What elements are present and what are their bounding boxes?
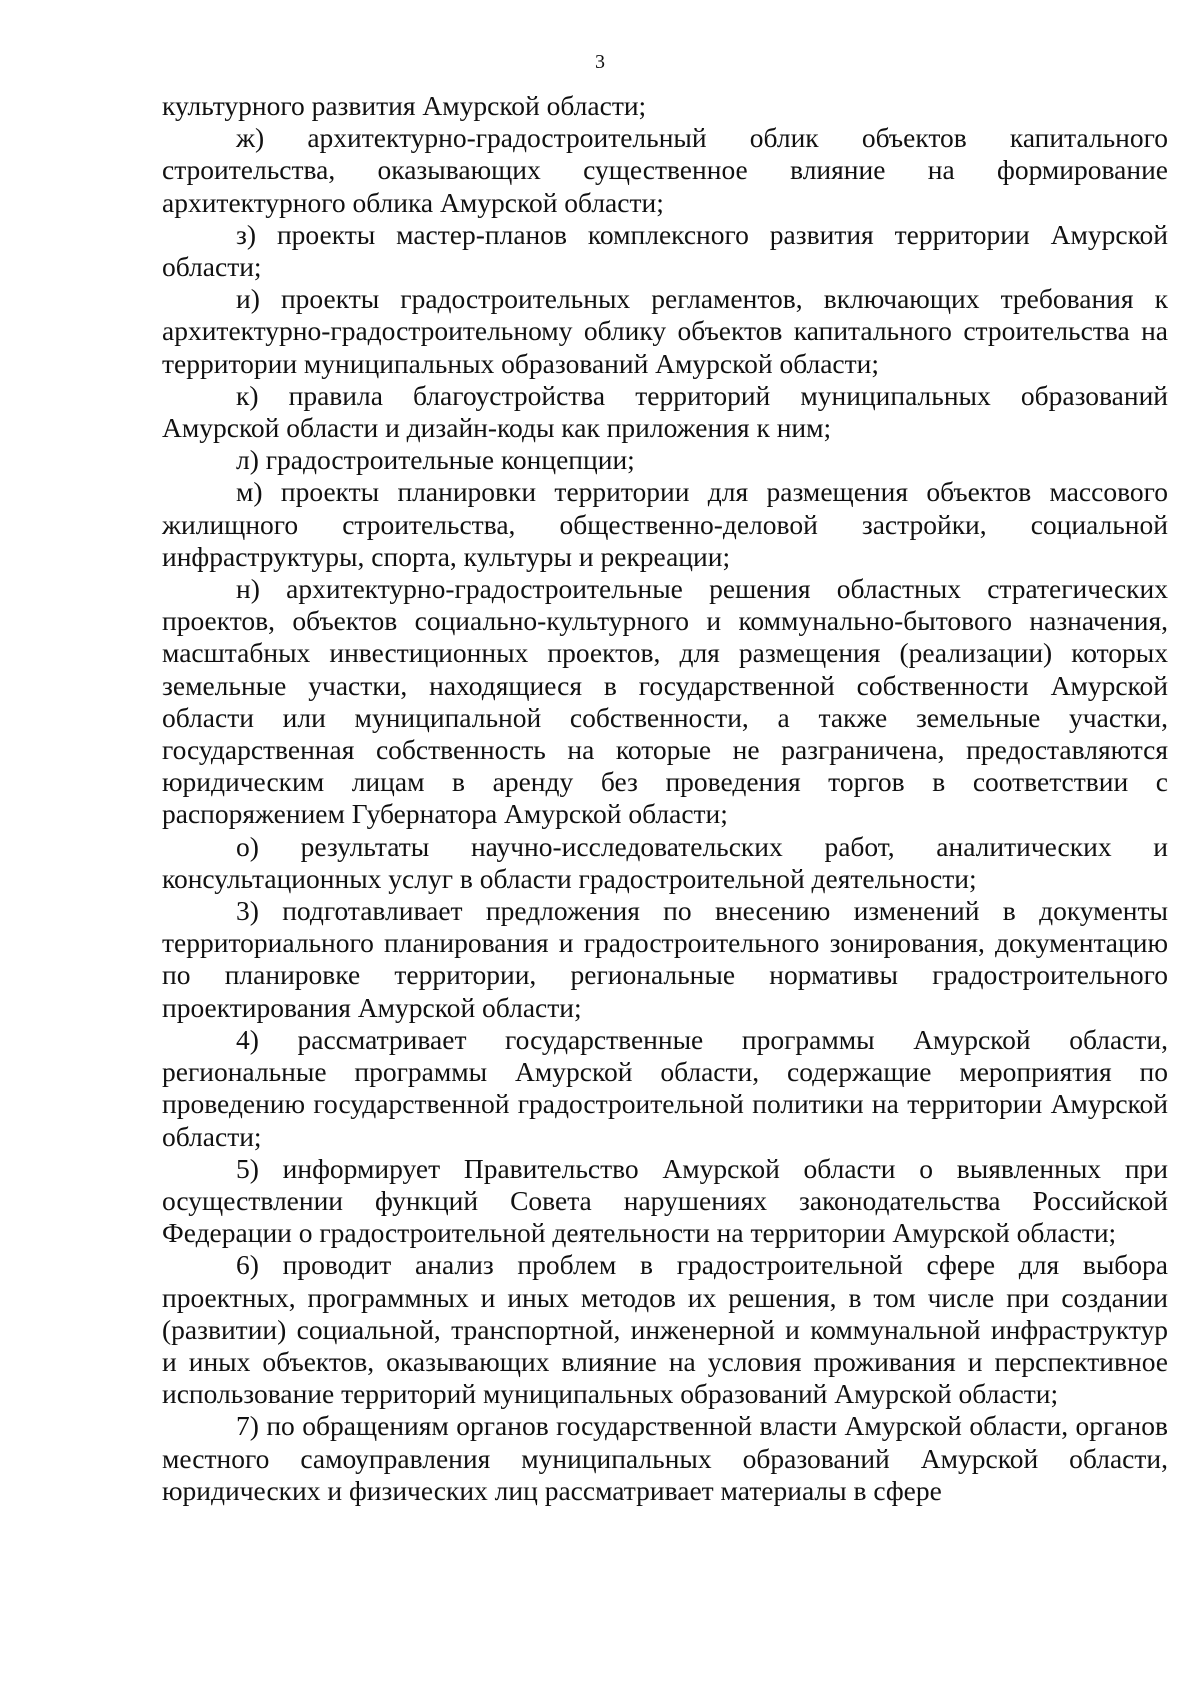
page-number: 3 [595,51,605,73]
paragraph-item-7: 7) по обращениям органов государственной власти Амурской области, органов местного самоуправления муниципальных образований Амурской области, юридических и физических лиц рассматривает материалы в сфере [162,1410,1168,1506]
paragraph-item-k: к) правила благоустройства территорий муниципальных образований Амурской области и дизайн-коды как приложения к ним; [162,379,1168,444]
paragraph-item-6: 6) проводит анализ проблем в градостроительной сфере для выбора проектных, программных и иных методов их решения, в том числе при создании (развитии) социальной, транспортной, инженерной и коммунальной инфраструктур и иных объектов, оказывающих влияние на условия проживания и перспективное использование территорий муниципальных образований Амурской области; [162,1249,1168,1410]
paragraph-item-4: 4) рассматривает государственные программы Амурской области, региональные программы Амурской области, содержащие мероприятия по проведению государственной градостроительной политики на территории Амурской области; [162,1023,1168,1152]
paragraph-item-z: з) проекты мастер-планов комплексного развития территории Амурской области; [162,218,1168,283]
paragraph-item-i: и) проекты градостроительных регламентов, включающих требования к архитектурно-градостроительному облику объектов капитального строительства на территории муниципальных образований Амурской области; [162,283,1168,379]
paragraph-item-o: о) результаты научно-исследовательских работ, аналитических и консультационных услуг в области градостроительной деятельности; [162,830,1168,894]
paragraph-item-3: 3) подготавливает предложения по внесению изменений в документы территориального планирования и градостроительного зонирования, документацию по планировке территории, региональные нормативы градостроительного проектирования Амурской области; [162,895,1168,1023]
paragraph-item-zh: ж) архитектурно-градостроительный облик объектов капитального строительства, оказывающих существенное влияние на формирование архитектурного облика Амурской области; [162,122,1168,218]
paragraph-item-n: н) архитектурно-градостроительные решения областных стратегических проектов, объектов социально-культурного и коммунально-бытового назначения, масштабных инвестиционных проектов, для размещения (реализации) которых земельные участки, находящиеся в государственной собственности Амурской области или муниципальной собственности, а также земельные участки, государственная собственность на которые не разграничена, предоставляются юридическим лицам в аренду без проведения торгов в соответствии с распоряжением Губернатора Амурской области; [162,573,1168,830]
document-body [162,90,1168,1507]
paragraph-continuation: культурного развития Амурской области; [162,90,647,121]
paragraph-item-5: 5) информирует Правительство Амурской области о выявленных при осуществлении функций Совета нарушениях законодательства Российской Федерации о градостроительной деятельности на территории Амурской области; [162,1152,1168,1249]
paragraph-item-m: м) проекты планировки территории для размещения объектов массового жилищного строительства, общественно-деловой застройки, социальной инфраструктуры, спорта, культуры и рекреации; [162,476,1168,572]
paragraph-item-l: л) градостроительные концепции; [236,444,635,476]
